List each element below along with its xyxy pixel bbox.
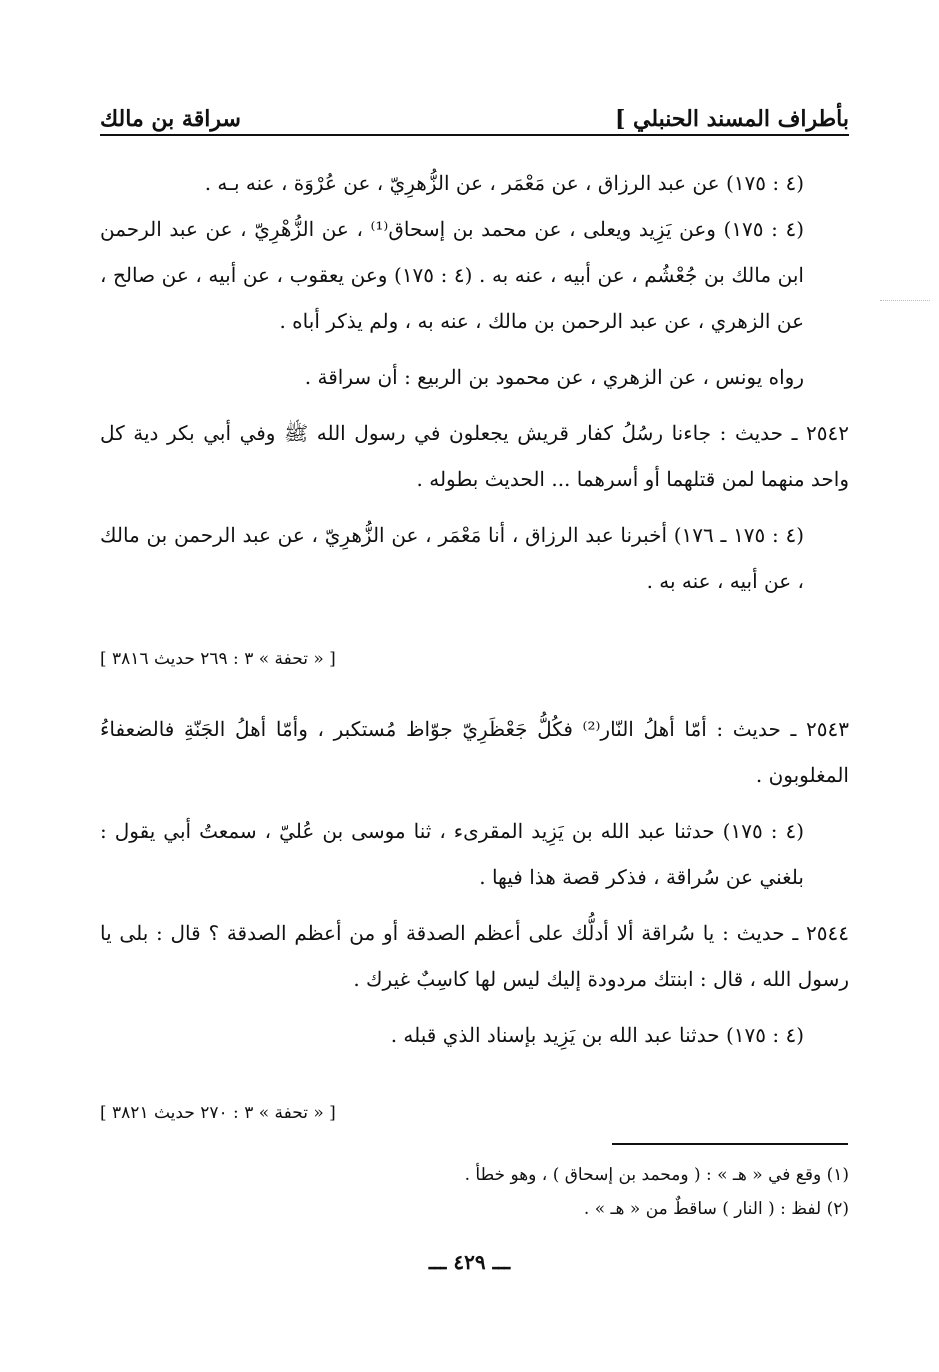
running-header xyxy=(100,92,849,132)
header-divider xyxy=(100,134,849,136)
footnote-divider xyxy=(612,1143,848,1145)
footnotes xyxy=(100,1158,849,1226)
footnote-1: (١) وقع في « هـ » : ( ومحمد بن إسحاق ) ، وهو خطأ . xyxy=(464,1165,849,1185)
hadith-2542: ٢٥٤٢ ـ حديث : جاءنا رسُلُ كفار قريش يجعلون في رسول الله ﷺ وفي أبي بكر دية كل واحد منهما لمن قتلهما أو أسرهما ... الحديث بطوله . xyxy=(100,421,849,491)
hadith-2543: ٢٥٤٣ ـ حديث : أمّا أهلُ النّار⁽²⁾ فكُلُّ جَعْظَرِيّ جوّاظ مُستكبر ، وأمّا أهلُ الجَنّةِ فالضعفاءُ المغلوبون . xyxy=(100,717,849,787)
chain-paragraph-2: (٤ : ١٧٥) وعن يَزِيد ويعلى ، عن محمد بن إسحاق⁽¹⁾ ، عن الزُّهْرِيّ ، عن عبد الرحمن ابن مالك بن جُعْشُم ، عن أبيه ، عنه به . (٤ : ١٧٥) وعن يعقوب ، عن أبيه ، عن صالح ، عن الزهري ، عن عبد الرحمن بن مالك ، عنه به ، ولم يذكر أباه . xyxy=(100,217,804,333)
chain-paragraph-4: (٤ : ١٧٥ ـ ١٧٦) أخبرنا عبد الرزاق ، أنا مَعْمَر ، عن الزُّهرِيّ ، عن عبد الرحمن بن مالك ، عن أبيه ، عنه به . xyxy=(100,523,805,593)
margin-mark xyxy=(880,300,930,301)
main-text xyxy=(100,160,849,1150)
chain-paragraph-6: (٤ : ١٧٥) حدثنا عبد الله بن يَزِيد بإسناد الذي قبله . xyxy=(390,1023,804,1047)
chain-paragraph-3: رواه يونس ، عن الزهري ، عن محمود بن الربيع : أن سراقة . xyxy=(304,365,804,389)
section-title: سراقة بن مالك xyxy=(100,106,241,132)
chain-paragraph-1: (٤ : ١٧٥) عن عبد الرزاق ، عن مَعْمَر ، عن الزُّهرِيّ ، عن عُرْوَة ، عنه بـه . xyxy=(204,171,804,195)
book-title: بأطراف المسند الحنبلي ] xyxy=(614,106,849,132)
chain-paragraph-5: (٤ : ١٧٥) حدثنا عبد الله بن يَزِيد المقرىء ، ثنا موسى بن عُليّ ، سمعتُ أبي يقول : بلغني عن سُراقة ، فذكر قصة هذا فيها . xyxy=(100,819,805,889)
tuhfa-reference-1: [ « تحفة » ٣ : ٢٦٩ حديث ٣٨١٦ ] xyxy=(100,649,336,669)
page-number: ـــ ٤٢٩ ـــ xyxy=(428,1250,511,1274)
hadith-2544: ٢٥٤٤ ـ حديث : يا سُراقة ألا أدلُّك على أعظم الصدقة أو من أعظم الصدقة ؟ قال : بلى يا رسول الله ، قال : ابنتك مردودة إليك ليس لها كاسِبٌ غيرك . xyxy=(100,921,849,991)
tuhfa-reference-2: [ « تحفة » ٣ : ٢٧٠ حديث ٣٨٢١ ] xyxy=(100,1103,336,1123)
footnote-2: (٢) لفظ : ( النار ) ساقطٌ من « هـ » . xyxy=(583,1199,849,1219)
